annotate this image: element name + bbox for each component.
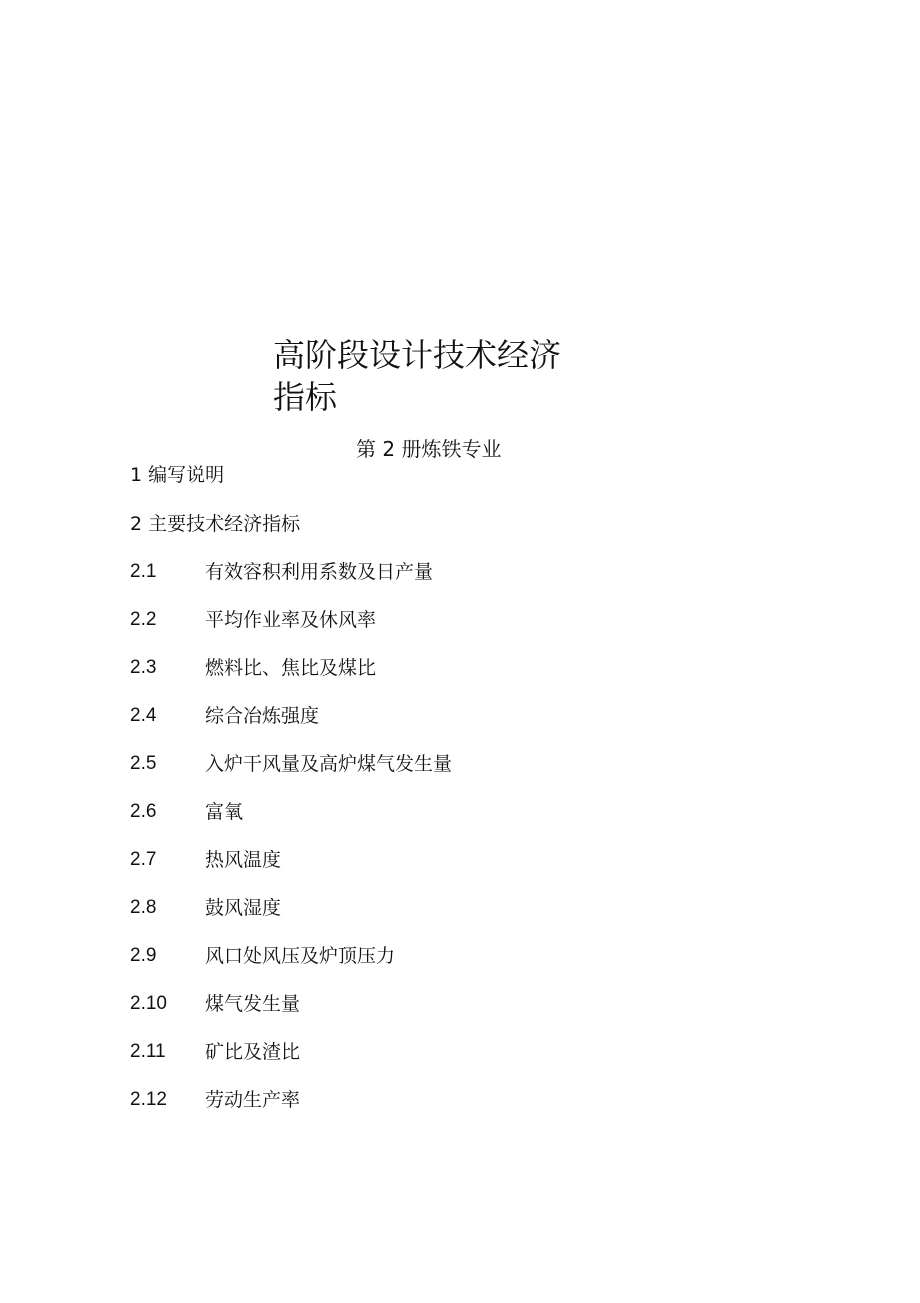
toc-label: 风口处风压及炉顶压力	[205, 945, 396, 967]
title-line-2: 指标	[273, 378, 338, 416]
toc-item-2-11	[130, 1040, 750, 1088]
toc-number: 2.12	[130, 1089, 167, 1110]
toc-number: 2.8	[130, 897, 157, 918]
toc-number: 2.3	[130, 657, 157, 678]
toc-label: 鼓风湿度	[205, 897, 282, 919]
toc-item-2-8	[130, 896, 750, 944]
toc-number: 2.7	[130, 849, 157, 870]
section-2-heading: 2 主要技术经济指标	[130, 513, 301, 535]
toc-label: 平均作业率及休风率	[205, 609, 377, 631]
title-line-1: 高阶段设计技术经济	[273, 336, 562, 374]
section-1-heading: 1 编写说明	[130, 464, 225, 486]
toc-label: 入炉干风量及高炉煤气发生量	[205, 753, 453, 775]
toc-number: 2.10	[130, 993, 167, 1014]
toc-label: 综合冶炼强度	[205, 705, 320, 727]
toc-item-2-3	[130, 656, 750, 704]
toc-item-2-4	[130, 704, 750, 752]
toc-number: 2.11	[130, 1041, 166, 1062]
toc-number: 2.9	[130, 945, 157, 966]
toc-item-2-9	[130, 944, 750, 992]
toc-item-2-7	[130, 848, 750, 896]
document-title	[273, 334, 593, 418]
table-of-contents	[130, 560, 750, 1136]
toc-item-2-6	[130, 800, 750, 848]
toc-label: 燃料比、焦比及煤比	[205, 657, 377, 679]
toc-item-2-10	[130, 992, 750, 1040]
document-subtitle: 第 2 册炼铁专业	[356, 437, 502, 461]
toc-label: 富氧	[205, 801, 244, 823]
toc-item-2-12	[130, 1088, 750, 1136]
toc-item-2-5	[130, 752, 750, 800]
toc-label: 矿比及渣比	[205, 1041, 301, 1063]
toc-number: 2.6	[130, 801, 157, 822]
toc-number: 2.1	[130, 561, 157, 582]
toc-label: 劳动生产率	[205, 1089, 301, 1111]
toc-item-2-2	[130, 608, 750, 656]
toc-label: 有效容积利用系数及日产量	[205, 561, 434, 583]
toc-number: 2.5	[130, 753, 157, 774]
toc-number: 2.4	[130, 705, 157, 726]
toc-label: 煤气发生量	[205, 993, 301, 1015]
toc-number: 2.2	[130, 609, 157, 630]
toc-label: 热风温度	[205, 849, 282, 871]
toc-item-2-1	[130, 560, 750, 608]
